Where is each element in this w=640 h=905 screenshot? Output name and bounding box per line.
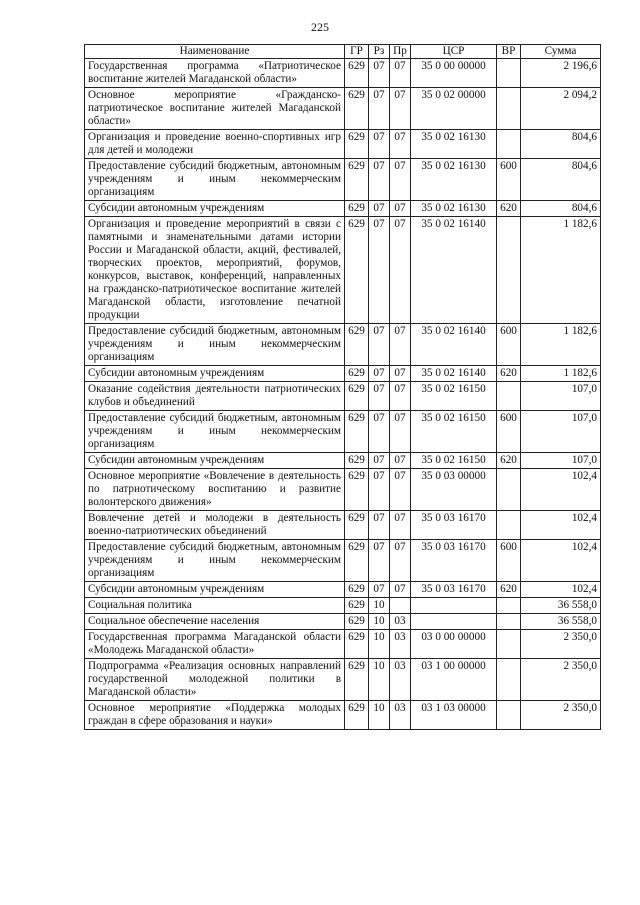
cell-vr	[497, 217, 521, 324]
cell-sum: 36 558,0	[521, 598, 601, 614]
header-vr: ВР	[497, 45, 521, 59]
cell-csr: 35 0 03 16170	[411, 540, 497, 582]
cell-csr: 03 1 00 00000	[411, 659, 497, 701]
cell-pr: 07	[390, 130, 411, 159]
cell-name: Субсидии автономным учреждениям	[85, 453, 345, 469]
cell-gr: 629	[345, 130, 369, 159]
cell-vr: 600	[497, 324, 521, 366]
table-row	[85, 453, 601, 469]
page-number: 225	[311, 20, 329, 34]
cell-vr: 620	[497, 201, 521, 217]
table-body	[85, 59, 601, 730]
cell-pr: 07	[390, 582, 411, 598]
cell-csr: 03 0 00 00000	[411, 630, 497, 659]
cell-sum: 804,6	[521, 201, 601, 217]
header-name: Наименование	[85, 45, 345, 59]
cell-pr: 07	[390, 201, 411, 217]
cell-vr: 600	[497, 411, 521, 453]
cell-name: Предоставление субсидий бюджетным, автономным учреждениям и иным некоммерческим организациям	[85, 159, 345, 201]
cell-csr: 35 0 03 00000	[411, 469, 497, 511]
cell-gr: 629	[345, 59, 369, 88]
cell-name: Организация и проведение мероприятий в связи с памятными и знаменательными датами истории России и Магаданской области, акций, фестивалей, творческих проектов, мероприятий, форумов, конкурсов, выставок, конференций, направленных на гражданско-патриотическое воспитание жителей Магаданской области, изготовление печатной продукции	[85, 217, 345, 324]
cell-rz: 07	[369, 366, 390, 382]
cell-sum: 2 350,0	[521, 659, 601, 701]
cell-gr: 629	[345, 382, 369, 411]
cell-gr: 629	[345, 659, 369, 701]
cell-vr	[497, 88, 521, 130]
cell-csr: 35 0 02 16130	[411, 201, 497, 217]
cell-gr: 629	[345, 366, 369, 382]
cell-sum: 102,4	[521, 582, 601, 598]
cell-vr	[497, 469, 521, 511]
cell-pr: 07	[390, 382, 411, 411]
cell-sum: 107,0	[521, 453, 601, 469]
cell-rz: 07	[369, 59, 390, 88]
cell-gr: 629	[345, 88, 369, 130]
cell-rz: 10	[369, 701, 390, 730]
table-row	[85, 411, 601, 453]
cell-pr: 07	[390, 366, 411, 382]
cell-sum: 1 182,6	[521, 324, 601, 366]
cell-sum: 2 094,2	[521, 88, 601, 130]
cell-rz: 07	[369, 540, 390, 582]
cell-pr: 07	[390, 159, 411, 201]
cell-csr: 35 0 02 16150	[411, 411, 497, 453]
cell-name: Вовлечение детей и молодежи в деятельность военно-патриотических объединений	[85, 511, 345, 540]
cell-vr: 600	[497, 540, 521, 582]
header-sum: Сумма	[521, 45, 601, 59]
cell-gr: 629	[345, 217, 369, 324]
cell-vr: 600	[497, 159, 521, 201]
budget-table	[84, 44, 601, 730]
cell-name: Государственная программа Магаданской области «Молодежь Магаданской области»	[85, 630, 345, 659]
cell-gr: 629	[345, 701, 369, 730]
table-row	[85, 324, 601, 366]
header-rz: Рз	[369, 45, 390, 59]
cell-csr: 35 0 00 00000	[411, 59, 497, 88]
cell-name: Предоставление субсидий бюджетным, автономным учреждениям и иным некоммерческим организациям	[85, 411, 345, 453]
cell-gr: 629	[345, 598, 369, 614]
cell-name: Основное мероприятие «Поддержка молодых граждан в сфере образования и науки»	[85, 701, 345, 730]
cell-csr: 35 0 02 16150	[411, 382, 497, 411]
cell-rz: 07	[369, 582, 390, 598]
cell-csr: 35 0 02 16150	[411, 453, 497, 469]
cell-vr	[497, 511, 521, 540]
cell-gr: 629	[345, 453, 369, 469]
cell-sum: 107,0	[521, 411, 601, 453]
cell-name: Социальная политика	[85, 598, 345, 614]
cell-rz: 07	[369, 217, 390, 324]
cell-gr: 629	[345, 201, 369, 217]
cell-gr: 629	[345, 614, 369, 630]
cell-gr: 629	[345, 469, 369, 511]
cell-pr: 07	[390, 59, 411, 88]
table-row	[85, 130, 601, 159]
cell-name: Социальное обеспечение населения	[85, 614, 345, 630]
cell-vr	[497, 614, 521, 630]
table-row	[85, 366, 601, 382]
cell-csr	[411, 598, 497, 614]
cell-gr: 629	[345, 630, 369, 659]
table-row	[85, 614, 601, 630]
cell-vr	[497, 382, 521, 411]
table-row	[85, 540, 601, 582]
cell-sum: 2 196,6	[521, 59, 601, 88]
cell-csr: 35 0 02 16140	[411, 217, 497, 324]
cell-csr	[411, 614, 497, 630]
cell-pr: 07	[390, 540, 411, 582]
cell-pr: 03	[390, 701, 411, 730]
cell-pr: 07	[390, 411, 411, 453]
cell-rz: 07	[369, 324, 390, 366]
cell-rz: 10	[369, 598, 390, 614]
header-gr: ГР	[345, 45, 369, 59]
cell-gr: 629	[345, 159, 369, 201]
cell-csr: 03 1 03 00000	[411, 701, 497, 730]
cell-sum: 1 182,6	[521, 217, 601, 324]
table-row	[85, 59, 601, 88]
cell-vr	[497, 659, 521, 701]
cell-vr	[497, 59, 521, 88]
cell-rz: 07	[369, 469, 390, 511]
cell-pr: 07	[390, 453, 411, 469]
cell-rz: 07	[369, 411, 390, 453]
cell-rz: 07	[369, 130, 390, 159]
cell-pr: 07	[390, 324, 411, 366]
cell-rz: 10	[369, 630, 390, 659]
cell-gr: 629	[345, 540, 369, 582]
cell-name: Подпрограмма «Реализация основных направлений государственной молодежной политики в Магаданской области»	[85, 659, 345, 701]
table-header-row	[85, 45, 601, 59]
cell-vr	[497, 630, 521, 659]
cell-pr: 03	[390, 630, 411, 659]
cell-rz: 07	[369, 201, 390, 217]
cell-gr: 629	[345, 582, 369, 598]
table-row	[85, 382, 601, 411]
cell-rz: 07	[369, 159, 390, 201]
cell-sum: 102,4	[521, 469, 601, 511]
cell-name: Субсидии автономным учреждениям	[85, 366, 345, 382]
cell-pr: 07	[390, 511, 411, 540]
cell-vr	[497, 701, 521, 730]
cell-rz: 10	[369, 659, 390, 701]
cell-sum: 1 182,6	[521, 366, 601, 382]
table-row	[85, 598, 601, 614]
cell-name: Основное мероприятие «Гражданско-патриотическое воспитание жителей Магаданской области»	[85, 88, 345, 130]
cell-sum: 107,0	[521, 382, 601, 411]
table-row	[85, 630, 601, 659]
cell-vr: 620	[497, 453, 521, 469]
cell-rz: 10	[369, 614, 390, 630]
cell-pr: 03	[390, 614, 411, 630]
header-csr: ЦСР	[411, 45, 497, 59]
cell-name: Основное мероприятие «Вовлечение в деятельность по патриотическому воспитанию и развитие волонтерского движения»	[85, 469, 345, 511]
cell-pr: 07	[390, 469, 411, 511]
cell-rz: 07	[369, 511, 390, 540]
cell-rz: 07	[369, 88, 390, 130]
cell-pr: 07	[390, 88, 411, 130]
table-row	[85, 159, 601, 201]
cell-csr: 35 0 02 16130	[411, 159, 497, 201]
cell-csr: 35 0 02 16140	[411, 366, 497, 382]
cell-sum: 36 558,0	[521, 614, 601, 630]
cell-vr: 620	[497, 582, 521, 598]
cell-vr	[497, 130, 521, 159]
table-row	[85, 659, 601, 701]
cell-name: Предоставление субсидий бюджетным, автономным учреждениям и иным некоммерческим организациям	[85, 324, 345, 366]
table-row	[85, 511, 601, 540]
cell-csr: 35 0 03 16170	[411, 582, 497, 598]
cell-sum: 2 350,0	[521, 630, 601, 659]
cell-vr	[497, 598, 521, 614]
cell-sum: 2 350,0	[521, 701, 601, 730]
cell-gr: 629	[345, 511, 369, 540]
table-row	[85, 582, 601, 598]
cell-pr: 07	[390, 217, 411, 324]
cell-csr: 35 0 02 00000	[411, 88, 497, 130]
cell-sum: 804,6	[521, 159, 601, 201]
cell-csr: 35 0 03 16170	[411, 511, 497, 540]
cell-vr: 620	[497, 366, 521, 382]
header-pr: Пр	[390, 45, 411, 59]
cell-rz: 07	[369, 382, 390, 411]
cell-csr: 35 0 02 16140	[411, 324, 497, 366]
cell-sum: 102,4	[521, 540, 601, 582]
table-row	[85, 469, 601, 511]
cell-gr: 629	[345, 324, 369, 366]
cell-pr: 03	[390, 659, 411, 701]
table-row	[85, 201, 601, 217]
cell-gr: 629	[345, 411, 369, 453]
table-row	[85, 88, 601, 130]
cell-name: Субсидии автономным учреждениям	[85, 582, 345, 598]
cell-sum: 102,4	[521, 511, 601, 540]
cell-name: Субсидии автономным учреждениям	[85, 201, 345, 217]
cell-name: Государственная программа «Патриотическое воспитание жителей Магаданской области»	[85, 59, 345, 88]
cell-name: Организация и проведение военно-спортивных игр для детей и молодежи	[85, 130, 345, 159]
table-row	[85, 217, 601, 324]
cell-name: Оказание содействия деятельности патриотических клубов и объединений	[85, 382, 345, 411]
cell-name: Предоставление субсидий бюджетным, автономным учреждениям и иным некоммерческим организациям	[85, 540, 345, 582]
cell-pr	[390, 598, 411, 614]
table-row	[85, 701, 601, 730]
cell-rz: 07	[369, 453, 390, 469]
cell-sum: 804,6	[521, 130, 601, 159]
cell-csr: 35 0 02 16130	[411, 130, 497, 159]
